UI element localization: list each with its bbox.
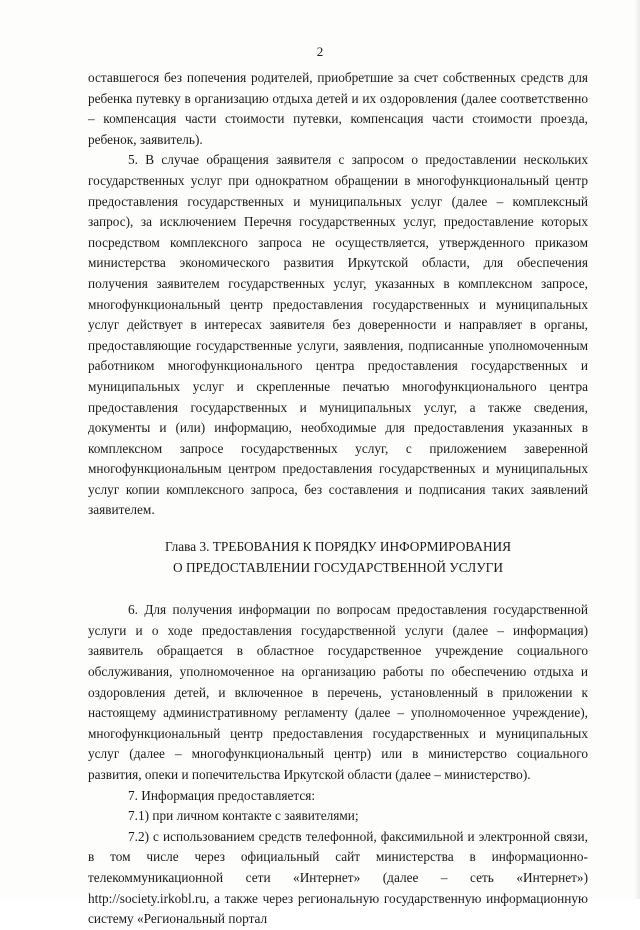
chapter-heading-line-1: Глава 3. ТРЕБОВАНИЯ К ПОРЯДКУ ИНФОРМИРОВАНИЯ [164,539,512,555]
paragraph-6: 6. Для получения информации по вопросам предоставления государственной услуги и о ходе предоставления государственной услуги (далее – информация) заявитель обращается в областное государственное учреждение социального обслуживания, уполномоченное на организацию работы по обеспечению отдыха и оздоровления детей, и включенное в перечень, установленный в приложении к настоящему административному регламенту (далее – уполномоченное учреждение), многофункциональный центр предоставления государственных и муниципальных услуг (далее – многофункциональный центр) или в министерство социального развития, опеки и попечительства Иркутской области (далее – министерство). [88,602,588,782]
paragraph-7-1: 7.1) при личном контакте с заявителями; [128,808,359,824]
scan-edge [634,0,640,899]
paragraph-7-2: 7.2) с использованием средств телефонной, факсимильной и электронной связи, в том числе через официальный сайт министерства в информационно-телекоммуникационной сети «Интернет» (далее – сеть «Интернет») http://society.irkobl.ru, а также через региональную государственную информационную систему «Региональный портал [88,828,588,927]
paragraph-7: 7. Информация предоставляется: [128,787,316,803]
paragraph-5: 5. В случае обращения заявителя с запросом о предоставлении нескольких государственных услуг при однократном обращении в многофункциональный центр предоставления государственных и муниципальных услуг (далее – комплексный запрос), за исключением Перечня государственных услуг, предоставление которых посредством комплексного запроса не осуществляется, утвержденного приказом министерства экономического развития Иркутской области, для обеспечения получения заявителем государственных услуг, указанных в комплексном запросе, многофункциональный центр предоставления государственных и муниципальных услуг действует в интересах заявителя без доверенности и направляет в органы, предоставляющие государственные услуги, заявления, подписанные уполномоченным работником многофункционального центра предоставления государственных и муниципальных услуг и скрепленные печатью многофункционального центра предоставления государственных и муниципальных услуг, а также сведения, документы и (или) информацию, необходимые для предоставления указанных в комплексном запросе государственных услуг, с приложением заверенной многофункциональным центром предоставления государственных и муниципальных услуг копии комплексного запроса, без составления и подписания таких заявлений заявителем. [88,152,588,518]
chapter-heading [88,537,588,578]
page-number: 2 [316,44,324,59]
chapter-heading-line-2: О ПРЕДОСТАВЛЕНИИ ГОСУДАРСТВЕННОЙ УСЛУГИ [173,559,503,575]
document-body [88,68,588,930]
paragraph-continuation: оставшегося без попечения родителей, приобретшие за счет собственных средств для ребенка путевку в организацию отдыха детей и их оздоровления (далее соответственно – компенсация части стоимости путевки, компенсация части стоимости проезда, ребенок, заявитель). [88,70,588,147]
